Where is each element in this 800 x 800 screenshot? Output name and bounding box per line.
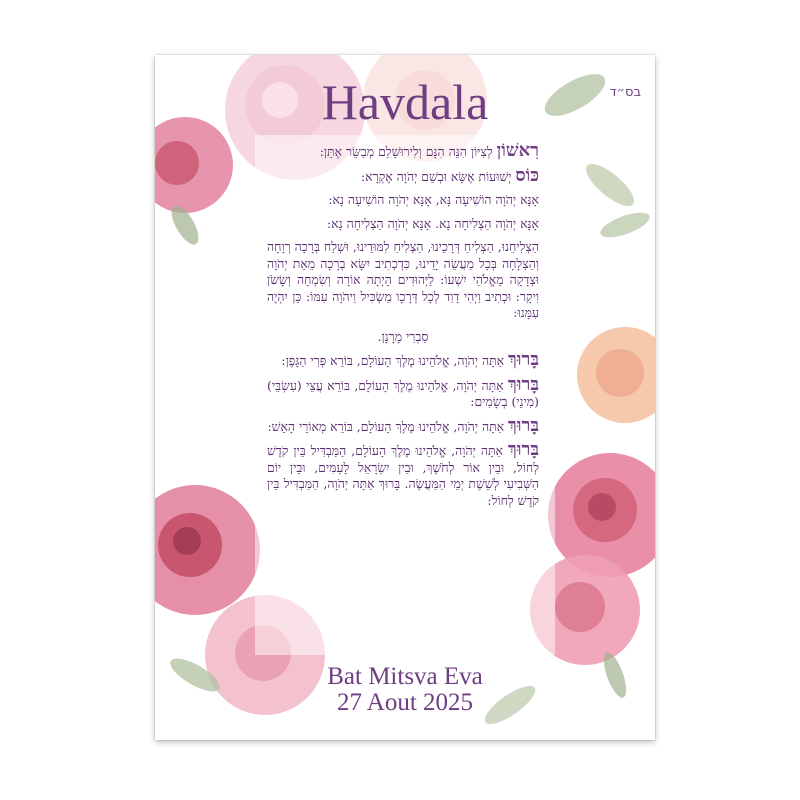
lead-word: רִאשׁוֹן (496, 140, 539, 161)
paragraph-savri: סַבְרִי מָרָנָן. (377, 328, 429, 344)
paragraph-bracha-esh (267, 414, 539, 436)
prayer-text (267, 140, 539, 516)
lead-word: בָּרוּךְ (508, 414, 539, 436)
paragraph-text: אַתָּה יְהֹוָה, אֱלֹהֵינוּ מֶלֶךְ הָעוֹלָם, בּוֹרֵא עֲצֵי (עִשְׂבֵּי) (מִינֵי) בְשָׂמִים: (267, 377, 539, 409)
footer-event-name: Bat Mitsva Eva (327, 663, 483, 690)
paragraph-hoshia: אָנָּא יְהֹוָה הוֹשִׁיעָה נָּא, אָנָּא יְהֹוָה הוֹשִׁיעָה נָא: (328, 192, 539, 207)
lead-word: בָּרוּךְ (508, 349, 539, 370)
paragraph-text: אַתָּה יְהֹוָה, אֱלֹהֵינוּ מֶלֶךְ הָעוֹלָם, בּוֹרֵא פְּרִי הַגָּפֶן: (281, 353, 505, 368)
card-title: Havdala (321, 74, 489, 130)
paragraph-text: אַתָּה יְהֹוָה, אֱלֹהֵינוּ מֶלֶךְ הָעוֹלָם, הַמַּבְדִּיל בֵּין קֹדֶשׁ לְחוֹל, וּבֵין אוֹר לְחֹשֶׁךְ, וּבֵין יִשְׂרָאֵל לָעַמִּים, וּבֵין יוֹם הַשְּׁבִיעִי לְשֵׁשֶׁת יְמֵי הַמַּעֲשֶׂה. בָּרוּךְ אַתָּה יְהֹוָה, הַמַּבְדִּיל בֵּין קֹדֶשׁ לְחוֹל: (267, 443, 539, 508)
footer-event-date: 27 Aout 2025 (336, 689, 474, 716)
paragraph-text: לְצִיּוֹן הִנֵּה הִנָּם וְלִירוּשָׁלַם מְבַשֵּׂר אֶתֵּן: (319, 144, 493, 159)
lead-word: בָּרוּךְ (508, 373, 539, 395)
paragraph-kos (267, 164, 539, 186)
bsd-mark: בס״ד (609, 85, 641, 100)
paragraph-bracha-havdala (267, 439, 539, 509)
havdala-card (155, 55, 655, 740)
lead-word: בָּרוּךְ (508, 439, 539, 460)
paragraph-hatzlichenu: הַצְלִיחֵנוּ, הַצְלִיחַ דְּרָכֵינוּ, הַצְלִיחַ לִמּוּדֵינוּ, וּשְׁלַח בְּרָכָה רְוָחָה וְהַצְלָחָה בְּכָל מַעֲשֵׂה יָדֵינוּ, כִּדְכְתִיב יִשָּׂא בְרָכָה מֵאֵת יְהֹוָה וּצְדָקָה מֵאֱלֹהֵי יִשְׁעוֹ: לַיְּהוּדִים הָיְתָה אוֹרָה וְשִׂמְחָה וְשָׂשֹׂן וִיקָר: וּכְתִיב וַיְהִי דָוִד לְכָל דְּרָכָו מַשְׂכִּיל וַיהֹוָה עִמּוֹ: כֵּן יִהְיֶה עִמָּנוּ: (267, 239, 539, 320)
paragraph-text: אַתָּה יְהֹוָה, אֱלֹהֵינוּ מֶלֶךְ הָעוֹלָם, בּוֹרֵא מְאוֹרֵי הָאֵשׁ: (267, 418, 505, 434)
paragraph-bracha-besamim (267, 373, 539, 411)
paragraph-hatzlicha: אָנָּא יְהֹוָה הַצְלִיחָה נָא. אָנָּא יְהֹוָה הַצְלִיחָה נָא: (326, 215, 539, 231)
paragraph-bracha-gafen (267, 349, 539, 370)
paragraph-text: יְשׁוּעוֹת אֶשָּׂא וּבְשֵׁם יְהֹוָה אֶקְרָא: (360, 168, 512, 184)
paragraph-rishon (267, 140, 539, 161)
lead-word: כּוֹס (515, 164, 539, 186)
